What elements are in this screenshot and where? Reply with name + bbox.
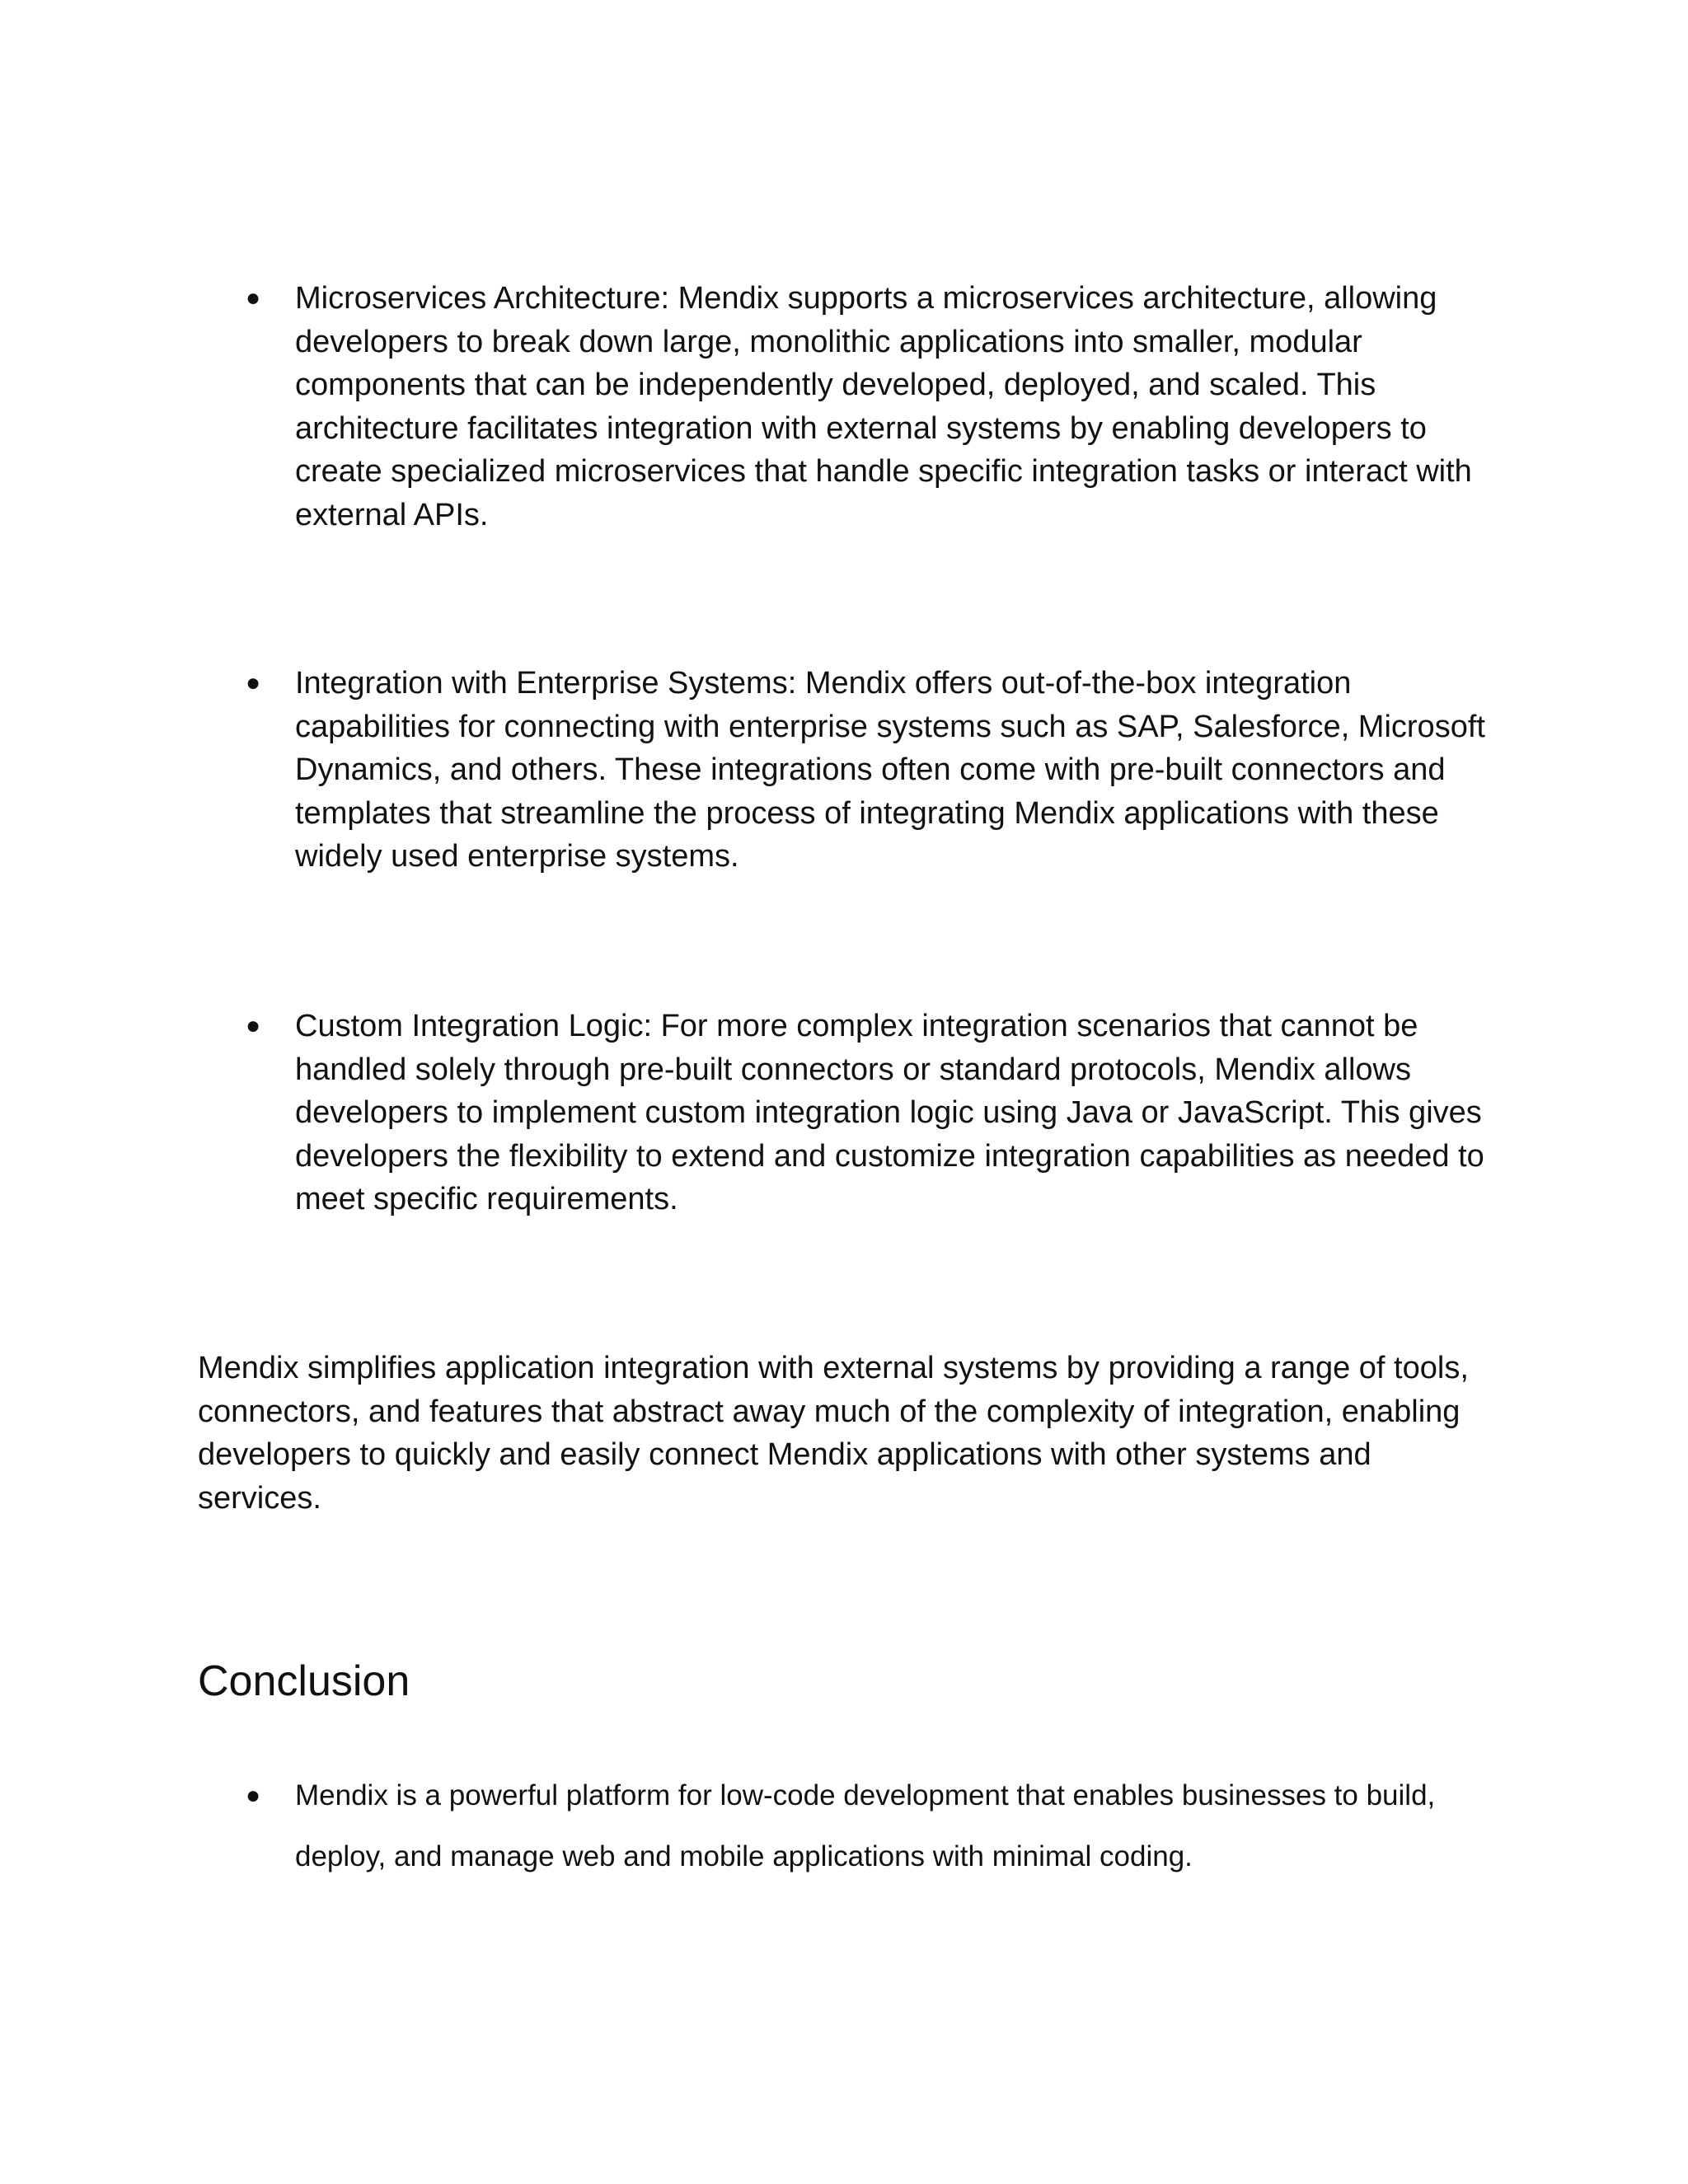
bullet-marker: ● [246, 284, 261, 312]
bullet-text: Integration with Enterprise Systems: Mendix offers out-of-the-box integration capabilities for connecting with enterprise systems such as SAP, Salesforce, Microsoft Dynamics, and others. These integrations often come with pre-built connectors and templates that streamline the process of integrating Mendix applications with these widely used enterprise systems. [295, 666, 1485, 874]
conclusion-heading: Conclusion [198, 1657, 410, 1705]
bullet-text: Mendix is a powerful platform for low-code development that enables businesses to build, deploy, and manage web and mobile applications with minimal coding. [295, 1779, 1436, 1872]
summary-paragraph: Mendix simplifies application integration with external systems by providing a range of tools, connectors, and features that abstract away much of the complexity of integration, enabling developers to quickly and easily connect Mendix applications with other systems and services. [198, 1351, 1469, 1516]
bullet-marker: ● [246, 1782, 261, 1809]
bullet-marker: ● [246, 669, 261, 696]
bullet-marker: ● [246, 1012, 261, 1039]
bullet-text: Microservices Architecture: Mendix supports a microservices architecture, allowing developers to break down large, monolithic applications into smaller, modular components that can be independently developed, deployed, and scaled. This architecture facilitates integration with external systems by enabling developers to create specialized microservices that handle specific integration tasks or interact with external APIs. [295, 281, 1472, 532]
bullet-text: Custom Integration Logic: For more complex integration scenarios that cannot be handled solely through pre-built connectors or standard protocols, Mendix allows developers to implement custom integration logic using Java or JavaScript. This gives developers the flexibility to extend and customize integration capabilities as needed to meet specific requirements. [295, 1009, 1484, 1216]
